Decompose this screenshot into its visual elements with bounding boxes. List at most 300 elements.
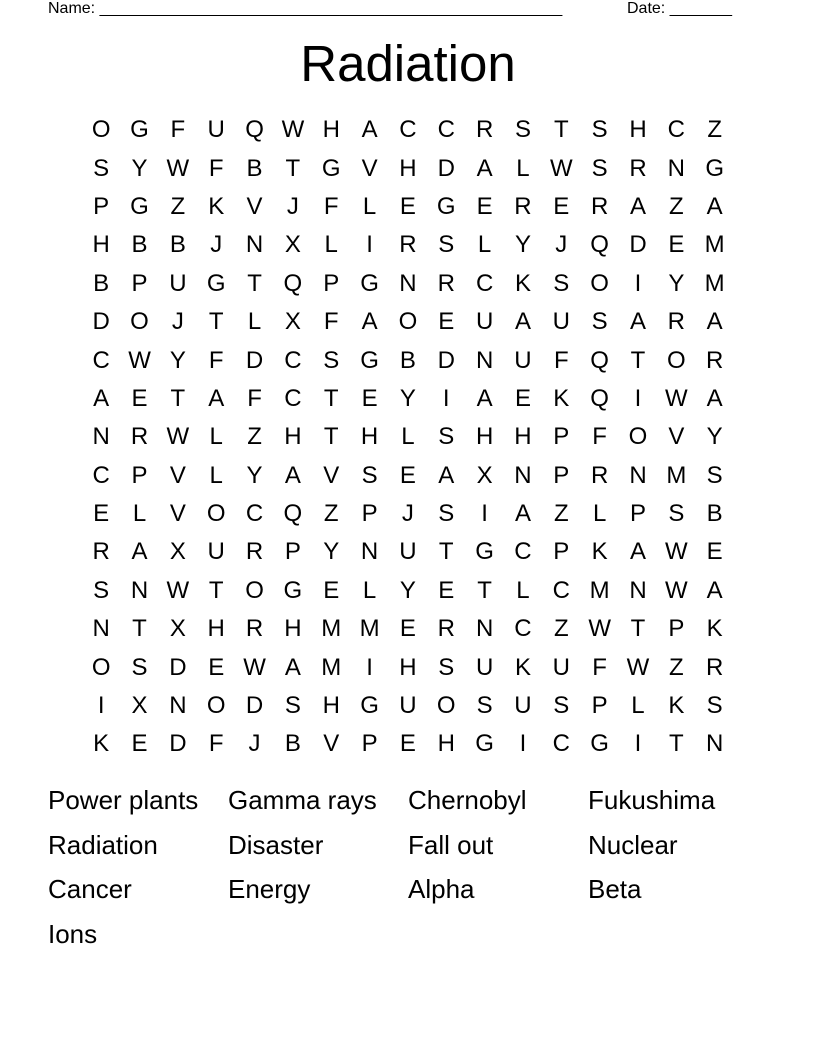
- grid-letter[interactable]: T: [285, 154, 301, 182]
- grid-letter[interactable]: J: [286, 192, 299, 220]
- grid-letter[interactable]: S: [323, 346, 340, 374]
- grid-letter[interactable]: I: [519, 730, 527, 758]
- grid-letter[interactable]: E: [438, 308, 455, 336]
- grid-letter[interactable]: U: [552, 653, 570, 681]
- grid-letter[interactable]: G: [705, 154, 724, 182]
- grid-letter[interactable]: A: [93, 384, 110, 412]
- grid-letter[interactable]: B: [131, 231, 148, 259]
- grid-letter[interactable]: W: [166, 423, 190, 451]
- grid-letter[interactable]: E: [514, 384, 531, 412]
- name-field[interactable]: Name: ____________________________________________________: [48, 0, 563, 17]
- grid-letter[interactable]: G: [130, 116, 149, 144]
- grid-letter[interactable]: K: [93, 730, 110, 758]
- grid-letter[interactable]: C: [514, 538, 532, 566]
- grid-letter[interactable]: U: [169, 269, 187, 297]
- grid-letter[interactable]: S: [591, 308, 608, 336]
- grid-letter[interactable]: L: [362, 192, 377, 220]
- date-field[interactable]: Date: _______: [627, 0, 732, 17]
- grid-letter[interactable]: T: [208, 308, 224, 336]
- grid-letter[interactable]: W: [281, 116, 305, 144]
- grid-letter[interactable]: B: [706, 500, 723, 528]
- grid-letter[interactable]: T: [170, 384, 186, 412]
- grid-letter[interactable]: M: [589, 576, 610, 604]
- grid-letter[interactable]: X: [169, 615, 186, 643]
- grid-letter[interactable]: A: [438, 461, 455, 489]
- grid-letter[interactable]: Z: [170, 192, 186, 220]
- grid-letter[interactable]: A: [706, 308, 723, 336]
- grid-letter[interactable]: Y: [399, 576, 416, 604]
- grid-letter[interactable]: E: [131, 384, 148, 412]
- grid-letter[interactable]: N: [92, 615, 110, 643]
- grid-letter[interactable]: P: [323, 269, 340, 297]
- grid-letter[interactable]: S: [438, 500, 455, 528]
- grid-letter[interactable]: M: [359, 615, 380, 643]
- grid-letter[interactable]: Z: [553, 500, 569, 528]
- grid-letter[interactable]: I: [481, 500, 488, 528]
- grid-letter[interactable]: U: [552, 308, 570, 336]
- grid-letter[interactable]: C: [92, 346, 110, 374]
- grid-letter[interactable]: E: [361, 384, 378, 412]
- grid-letter[interactable]: H: [437, 730, 455, 758]
- grid-letter[interactable]: J: [401, 500, 414, 528]
- grid-letter[interactable]: S: [668, 500, 685, 528]
- grid-row: [82, 149, 734, 187]
- grid-letter[interactable]: Y: [514, 231, 531, 259]
- grid-letter[interactable]: W: [128, 346, 151, 374]
- grid-letter[interactable]: X: [169, 538, 186, 566]
- grid-letter[interactable]: R: [245, 615, 264, 643]
- grid-letter[interactable]: Z: [553, 615, 569, 643]
- grid-letter[interactable]: H: [629, 116, 647, 144]
- grid-letter[interactable]: Y: [399, 384, 416, 412]
- grid-letter[interactable]: J: [248, 730, 261, 758]
- grid-letter[interactable]: D: [245, 346, 264, 374]
- grid-letter[interactable]: T: [668, 730, 684, 758]
- grid-letter[interactable]: I: [366, 231, 373, 259]
- grid-letter[interactable]: L: [362, 576, 377, 604]
- grid-letter[interactable]: G: [283, 576, 303, 604]
- grid-letter[interactable]: H: [92, 231, 110, 259]
- grid-letter[interactable]: U: [399, 692, 417, 720]
- grid-letter[interactable]: D: [437, 154, 455, 182]
- grid-letter[interactable]: S: [553, 692, 570, 720]
- grid-letter[interactable]: Y: [323, 538, 340, 566]
- grid-letter[interactable]: Z: [668, 653, 684, 681]
- grid-letter[interactable]: E: [399, 461, 416, 489]
- grid-letter[interactable]: F: [247, 384, 262, 412]
- grid-letter[interactable]: R: [590, 192, 609, 220]
- grid-letter[interactable]: U: [475, 653, 494, 681]
- grid-letter[interactable]: U: [207, 538, 225, 566]
- grid-letter[interactable]: Z: [668, 192, 684, 220]
- grid-letter[interactable]: I: [634, 730, 642, 758]
- grid-letter[interactable]: E: [399, 192, 416, 220]
- grid-letter[interactable]: T: [208, 576, 224, 604]
- grid-letter[interactable]: X: [476, 461, 493, 489]
- grid-letter[interactable]: U: [399, 538, 417, 566]
- grid-letter[interactable]: T: [323, 423, 339, 451]
- grid-letter[interactable]: A: [476, 154, 493, 182]
- grid-letter[interactable]: H: [514, 423, 532, 451]
- grid-letter[interactable]: W: [588, 615, 611, 643]
- grid-letter[interactable]: K: [591, 538, 608, 566]
- grid-letter[interactable]: H: [399, 154, 417, 182]
- grid-letter[interactable]: F: [208, 154, 224, 182]
- grid-letter[interactable]: A: [629, 538, 646, 566]
- grid-letter[interactable]: V: [361, 154, 378, 182]
- grid-letter[interactable]: A: [514, 500, 531, 528]
- grid-letter[interactable]: N: [475, 346, 494, 374]
- grid-letter[interactable]: P: [131, 461, 148, 489]
- grid-letter[interactable]: M: [704, 269, 725, 297]
- grid-letter[interactable]: P: [93, 192, 110, 220]
- grid-letter[interactable]: W: [549, 154, 573, 182]
- grid-letter[interactable]: Q: [590, 231, 609, 259]
- grid-letter[interactable]: T: [438, 538, 454, 566]
- grid-letter[interactable]: V: [169, 461, 186, 489]
- grid-row: [82, 111, 734, 149]
- grid-letter[interactable]: T: [132, 615, 147, 643]
- grid-letter[interactable]: V: [323, 461, 340, 489]
- grid-letter[interactable]: G: [206, 269, 226, 297]
- grid-letter[interactable]: P: [553, 423, 570, 451]
- grid-letter[interactable]: G: [360, 346, 379, 374]
- grid-letter[interactable]: S: [361, 461, 378, 489]
- grid-letter[interactable]: V: [668, 423, 685, 451]
- grid-letter[interactable]: Q: [283, 269, 303, 297]
- grid-letter[interactable]: K: [208, 192, 225, 220]
- grid-letter[interactable]: C: [437, 116, 455, 144]
- grid-letter[interactable]: H: [284, 423, 302, 451]
- grid-letter[interactable]: G: [360, 692, 379, 720]
- grid-letter[interactable]: X: [284, 231, 301, 259]
- grid-letter[interactable]: A: [284, 653, 301, 681]
- grid-letter[interactable]: A: [629, 192, 646, 220]
- grid-letter[interactable]: T: [630, 615, 646, 643]
- grid-letter[interactable]: P: [553, 461, 570, 489]
- grid-letter[interactable]: T: [247, 269, 262, 297]
- grid-letter[interactable]: K: [706, 615, 723, 643]
- grid-letter[interactable]: F: [592, 423, 607, 451]
- grid-letter[interactable]: R: [706, 346, 724, 374]
- grid-letter[interactable]: L: [592, 500, 607, 528]
- grid-letter[interactable]: E: [668, 231, 685, 259]
- grid-letter[interactable]: R: [437, 615, 455, 643]
- grid-letter[interactable]: L: [247, 308, 262, 336]
- grid-letter[interactable]: F: [208, 346, 224, 374]
- grid-letter[interactable]: P: [668, 615, 685, 643]
- grid-letter[interactable]: N: [399, 269, 417, 297]
- grid-letter[interactable]: U: [514, 692, 532, 720]
- grid-letter[interactable]: R: [475, 116, 494, 144]
- grid-letter[interactable]: O: [206, 500, 226, 528]
- grid-letter[interactable]: D: [245, 692, 264, 720]
- grid-letter[interactable]: W: [665, 538, 688, 566]
- grid-letter[interactable]: Z: [247, 423, 262, 451]
- grid-letter[interactable]: D: [629, 231, 647, 259]
- grid-letter[interactable]: K: [668, 692, 685, 720]
- grid-letter[interactable]: O: [91, 653, 111, 681]
- grid-letter[interactable]: T: [630, 346, 646, 374]
- grid-letter[interactable]: M: [321, 653, 342, 681]
- grid-letter[interactable]: O: [628, 423, 648, 451]
- grid-letter[interactable]: S: [93, 154, 110, 182]
- grid-letter[interactable]: N: [667, 154, 685, 182]
- grid-letter[interactable]: X: [284, 308, 301, 336]
- grid-letter[interactable]: J: [555, 231, 568, 259]
- grid-letter[interactable]: P: [284, 538, 301, 566]
- grid-letter[interactable]: E: [553, 192, 570, 220]
- grid-letter[interactable]: S: [284, 692, 301, 720]
- grid-letter[interactable]: G: [360, 269, 379, 297]
- grid-letter[interactable]: O: [398, 308, 418, 336]
- grid-letter[interactable]: T: [323, 384, 339, 412]
- grid-letter[interactable]: Y: [246, 461, 263, 489]
- grid-letter[interactable]: U: [475, 308, 494, 336]
- grid-letter[interactable]: Y: [169, 346, 186, 374]
- grid-letter[interactable]: D: [92, 308, 110, 336]
- grid-letter[interactable]: M: [704, 231, 725, 259]
- grid-letter[interactable]: L: [516, 154, 530, 182]
- grid-letter[interactable]: W: [665, 384, 688, 412]
- grid-letter[interactable]: K: [514, 653, 531, 681]
- grid-letter[interactable]: B: [169, 231, 186, 259]
- grid-letter[interactable]: N: [92, 423, 110, 451]
- grid-letter[interactable]: W: [626, 653, 650, 681]
- grid-letter[interactable]: W: [166, 576, 190, 604]
- grid-letter[interactable]: M: [666, 461, 687, 489]
- grid-letter[interactable]: A: [284, 461, 301, 489]
- grid-letter[interactable]: A: [706, 384, 723, 412]
- grid-letter[interactable]: G: [590, 730, 609, 758]
- grid-letter[interactable]: H: [207, 615, 225, 643]
- grid-letter[interactable]: N: [360, 538, 379, 566]
- grid-letter[interactable]: P: [131, 269, 148, 297]
- grid-letter[interactable]: J: [171, 308, 184, 336]
- grid-letter[interactable]: R: [706, 653, 724, 681]
- grid-letter[interactable]: N: [169, 692, 187, 720]
- grid-letter[interactable]: G: [475, 538, 494, 566]
- grid-letter[interactable]: N: [706, 730, 724, 758]
- grid-letter[interactable]: U: [207, 116, 225, 144]
- grid-letter[interactable]: S: [438, 231, 455, 259]
- grid-letter[interactable]: C: [667, 116, 685, 144]
- grid-letter[interactable]: C: [552, 730, 570, 758]
- grid-letter[interactable]: K: [514, 269, 531, 297]
- grid-letter[interactable]: F: [323, 192, 339, 220]
- grid-letter[interactable]: X: [131, 692, 148, 720]
- grid-letter[interactable]: T: [477, 576, 492, 604]
- grid-letter[interactable]: O: [590, 269, 609, 297]
- grid-letter[interactable]: L: [401, 423, 415, 451]
- grid-letter[interactable]: W: [166, 154, 190, 182]
- grid-letter[interactable]: R: [92, 538, 110, 566]
- grid-letter[interactable]: E: [208, 653, 225, 681]
- grid-letter[interactable]: N: [475, 615, 494, 643]
- grid-letter[interactable]: D: [169, 730, 187, 758]
- word-bank-item: Fukushima: [588, 785, 716, 815]
- grid-letter[interactable]: M: [321, 615, 342, 643]
- grid-letter[interactable]: F: [592, 653, 607, 681]
- grid-letter[interactable]: Q: [590, 384, 609, 412]
- word-bank-item: Disaster: [228, 829, 324, 860]
- grid-letter[interactable]: B: [93, 269, 110, 297]
- page-title: Radiation: [300, 35, 516, 92]
- grid-letter[interactable]: V: [169, 500, 186, 528]
- grid-letter[interactable]: A: [208, 384, 225, 412]
- grid-letter[interactable]: H: [360, 423, 379, 451]
- grid-letter[interactable]: O: [206, 692, 226, 720]
- grid-letter[interactable]: C: [92, 461, 110, 489]
- grid-letter[interactable]: Z: [323, 500, 339, 528]
- grid-letter[interactable]: E: [399, 615, 416, 643]
- grid-letter[interactable]: S: [131, 653, 148, 681]
- grid-letter[interactable]: E: [93, 500, 110, 528]
- grid-letter[interactable]: R: [130, 423, 149, 451]
- grid-letter[interactable]: V: [246, 192, 263, 220]
- grid-letter[interactable]: A: [514, 308, 531, 336]
- grid-letter[interactable]: H: [399, 653, 417, 681]
- grid-letter[interactable]: E: [476, 192, 493, 220]
- grid-letter[interactable]: G: [321, 154, 341, 182]
- grid-letter[interactable]: W: [243, 653, 266, 681]
- grid-letter[interactable]: L: [477, 231, 492, 259]
- grid-letter[interactable]: O: [91, 116, 111, 144]
- grid-letter[interactable]: O: [130, 308, 149, 336]
- grid-letter[interactable]: Q: [283, 500, 303, 528]
- grid-letter[interactable]: B: [399, 346, 416, 374]
- grid-letter[interactable]: Y: [131, 154, 148, 182]
- grid-letter[interactable]: T: [553, 116, 569, 144]
- grid-letter[interactable]: S: [93, 576, 110, 604]
- grid-letter[interactable]: B: [246, 154, 263, 182]
- grid-letter[interactable]: R: [590, 461, 609, 489]
- grid-letter[interactable]: I: [366, 653, 373, 681]
- grid-letter[interactable]: E: [706, 538, 723, 566]
- grid-letter[interactable]: Y: [706, 423, 723, 451]
- grid-letter[interactable]: N: [130, 576, 149, 604]
- grid-letter[interactable]: S: [476, 692, 493, 720]
- grid-letter[interactable]: U: [514, 346, 532, 374]
- grid-letter[interactable]: F: [553, 346, 569, 374]
- grid-letter[interactable]: E: [323, 576, 340, 604]
- grid-letter[interactable]: R: [667, 308, 685, 336]
- grid-letter[interactable]: R: [399, 231, 417, 259]
- grid-letter[interactable]: P: [629, 500, 646, 528]
- grid-letter[interactable]: F: [170, 116, 186, 144]
- grid-letter[interactable]: C: [475, 269, 494, 297]
- grid-letter[interactable]: G: [130, 192, 149, 220]
- grid-letter[interactable]: V: [323, 730, 340, 758]
- grid-letter[interactable]: R: [629, 154, 647, 182]
- grid-letter[interactable]: I: [97, 692, 105, 720]
- grid-letter[interactable]: C: [552, 576, 570, 604]
- word-bank-item: Power plants: [48, 785, 199, 815]
- grid-letter[interactable]: A: [706, 576, 723, 604]
- grid-letter[interactable]: P: [361, 730, 378, 758]
- grid-row: [82, 380, 734, 418]
- grid-letter[interactable]: P: [361, 500, 378, 528]
- grid-letter[interactable]: A: [629, 308, 646, 336]
- grid-letter[interactable]: H: [322, 692, 340, 720]
- grid-letter[interactable]: J: [210, 231, 223, 259]
- grid-letter[interactable]: C: [284, 384, 302, 412]
- grid-letter[interactable]: A: [131, 538, 148, 566]
- grid-letter[interactable]: L: [209, 423, 223, 451]
- grid-letter[interactable]: I: [634, 269, 642, 297]
- grid-letter[interactable]: H: [475, 423, 494, 451]
- grid-row: [82, 226, 734, 264]
- grid-letter[interactable]: S: [706, 461, 723, 489]
- grid-letter[interactable]: A: [361, 308, 378, 336]
- grid-letter[interactable]: N: [514, 461, 532, 489]
- grid-letter[interactable]: Y: [668, 269, 685, 297]
- grid-letter[interactable]: D: [169, 653, 187, 681]
- grid-letter[interactable]: D: [437, 346, 455, 374]
- grid-letter[interactable]: S: [706, 692, 723, 720]
- grid-letter[interactable]: C: [399, 116, 417, 144]
- grid-letter[interactable]: E: [438, 576, 455, 604]
- grid-letter[interactable]: S: [438, 423, 455, 451]
- grid-letter[interactable]: R: [514, 192, 532, 220]
- grid-letter[interactable]: F: [208, 730, 224, 758]
- grid-letter[interactable]: C: [245, 500, 264, 528]
- grid-letter[interactable]: L: [631, 692, 645, 720]
- grid-letter[interactable]: A: [476, 384, 493, 412]
- grid-letter[interactable]: G: [436, 192, 456, 220]
- grid-letter[interactable]: B: [284, 730, 301, 758]
- grid-letter[interactable]: L: [209, 461, 223, 489]
- grid-letter[interactable]: L: [516, 576, 530, 604]
- grid-letter[interactable]: Q: [590, 346, 609, 374]
- grid-letter[interactable]: G: [475, 730, 494, 758]
- grid-letter[interactable]: R: [437, 269, 455, 297]
- grid-letter[interactable]: Q: [245, 116, 264, 144]
- grid-letter[interactable]: A: [361, 116, 378, 144]
- grid-row: [82, 687, 734, 725]
- grid-letter[interactable]: O: [666, 346, 686, 374]
- grid-letter[interactable]: K: [553, 384, 570, 412]
- grid-letter[interactable]: L: [132, 500, 147, 528]
- grid-letter[interactable]: E: [399, 730, 416, 758]
- grid-letter[interactable]: S: [514, 116, 531, 144]
- grid-letter[interactable]: C: [284, 346, 302, 374]
- grid-letter[interactable]: I: [634, 384, 642, 412]
- grid-letter[interactable]: Z: [707, 116, 722, 144]
- grid-letter[interactable]: P: [553, 538, 570, 566]
- grid-letter[interactable]: S: [438, 653, 455, 681]
- grid-letter[interactable]: N: [629, 461, 647, 489]
- grid-letter[interactable]: O: [245, 576, 264, 604]
- grid-letter[interactable]: I: [442, 384, 450, 412]
- grid-letter[interactable]: C: [514, 615, 532, 643]
- grid-letter[interactable]: S: [553, 269, 570, 297]
- grid-letter[interactable]: P: [591, 692, 608, 720]
- grid-letter[interactable]: R: [245, 538, 264, 566]
- grid-letter[interactable]: N: [629, 576, 647, 604]
- grid-letter[interactable]: W: [665, 576, 688, 604]
- grid-letter[interactable]: S: [591, 154, 608, 182]
- grid-letter[interactable]: H: [322, 116, 340, 144]
- grid-letter[interactable]: S: [591, 116, 608, 144]
- grid-letter[interactable]: E: [131, 730, 148, 758]
- grid-letter[interactable]: A: [706, 192, 723, 220]
- grid-letter[interactable]: H: [284, 615, 302, 643]
- grid-letter[interactable]: O: [436, 692, 456, 720]
- grid-letter[interactable]: F: [323, 308, 339, 336]
- grid-letter[interactable]: N: [245, 231, 264, 259]
- grid-letter[interactable]: L: [324, 231, 338, 259]
